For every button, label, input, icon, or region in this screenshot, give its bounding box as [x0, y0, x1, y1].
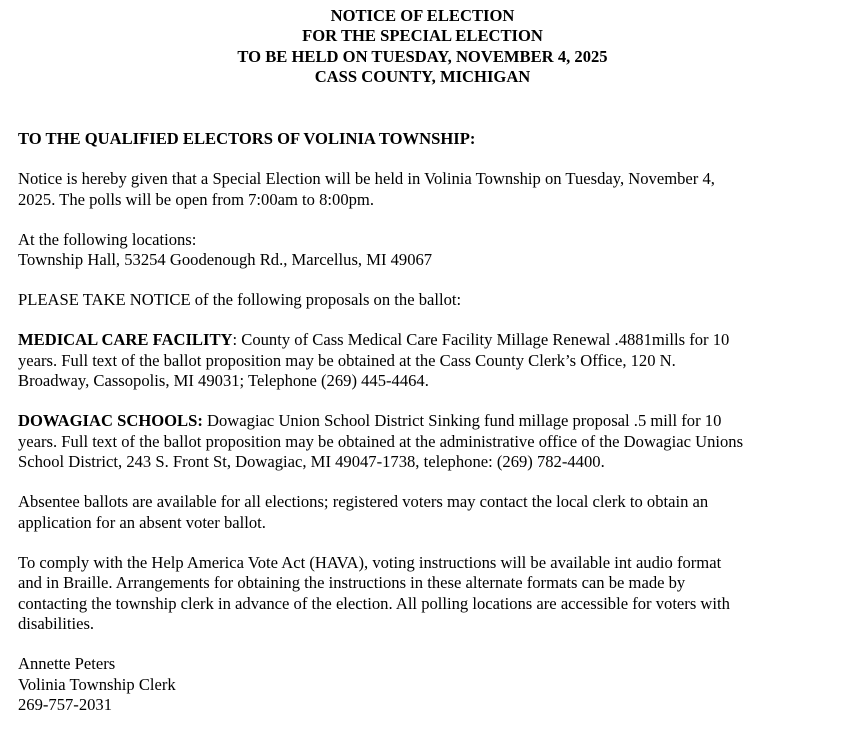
heading-line-2: FOR THE SPECIAL ELECTION: [302, 26, 543, 46]
proposal-title: DOWAGIAC SCHOOLS:: [18, 411, 203, 431]
clerk-name: Annette Peters: [18, 654, 116, 674]
heading-line-4: CASS COUNTY, MICHIGAN: [314, 66, 531, 86]
heading-line-1: NOTICE OF ELECTION: [330, 6, 515, 25]
heading-line-3: TO BE HELD ON TUESDAY, NOVEMBER 4, 2025: [237, 46, 608, 66]
proposal-dowagiac-schools: [18, 411, 827, 473]
proposal-line: years. Full text of the ballot proposition may be obtained at the administrative office of the Dowagiac Unions: [18, 431, 744, 451]
proposals-intro: PLEASE TAKE NOTICE of the following proposals on the ballot:: [18, 290, 462, 310]
proposal-line: [18, 330, 827, 351]
proposal-line: School District, 243 S. Front St, Dowagiac, MI 49047-1738, telephone: (269) 782-4400.: [18, 452, 605, 472]
locations-intro: At the following locations:: [18, 229, 197, 249]
proposal-text: : County of Cass Medical Care Facility Millage Renewal .4881mills for 10: [232, 330, 730, 350]
clerk-phone: 269-757-2031: [18, 695, 113, 715]
hava-line-2: and in Braille. Arrangements for obtaining the instructions in these alternate formats can be made by: [18, 573, 686, 593]
notice-heading: [18, 6, 827, 87]
locations-address: Township Hall, 53254 Goodenough Rd., Marcellus, MI 49067: [18, 250, 433, 270]
signature-block: [18, 654, 827, 716]
hava-line-3: contacting the township clerk in advance of the election. All polling locations are accessible for voters with: [18, 593, 730, 613]
notice-paragraph: [18, 169, 827, 210]
clerk-title: Volinia Township Clerk: [18, 674, 176, 694]
hava-paragraph: [18, 553, 827, 635]
locations-paragraph: [18, 230, 827, 271]
proposal-title: MEDICAL CARE FACILITY: [18, 330, 233, 350]
salutation: TO THE QUALIFIED ELECTORS OF VOLINIA TOWNSHIP:: [18, 129, 476, 149]
hava-line-4: disabilities.: [18, 614, 95, 634]
proposal-medical-care-facility: [18, 330, 827, 392]
absentee-paragraph: [18, 492, 827, 533]
notice-line-2: 2025. The polls will be open from 7:00am to 8:00pm.: [18, 189, 374, 209]
absentee-line-1: Absentee ballots are available for all elections; registered voters may contact the local clerk to obtain an: [18, 492, 709, 512]
proposal-line: Broadway, Cassopolis, MI 49031; Telephone (269) 445-4464.: [18, 371, 429, 391]
proposal-text: Dowagiac Union School District Sinking fund millage proposal .5 mill for 10: [202, 411, 722, 431]
proposal-line: years. Full text of the ballot proposition may be obtained at the Cass County Clerk’s Office, 120 N.: [18, 350, 676, 370]
absentee-line-2: application for an absent voter ballot.: [18, 512, 266, 532]
notice-line-1: Notice is hereby given that a Special Election will be held in Volinia Township on Tuesday, November 4,: [18, 169, 715, 189]
hava-line-1: To comply with the Help America Vote Act (HAVA), voting instructions will be available int audio format: [18, 552, 722, 572]
proposal-line: [18, 411, 827, 432]
